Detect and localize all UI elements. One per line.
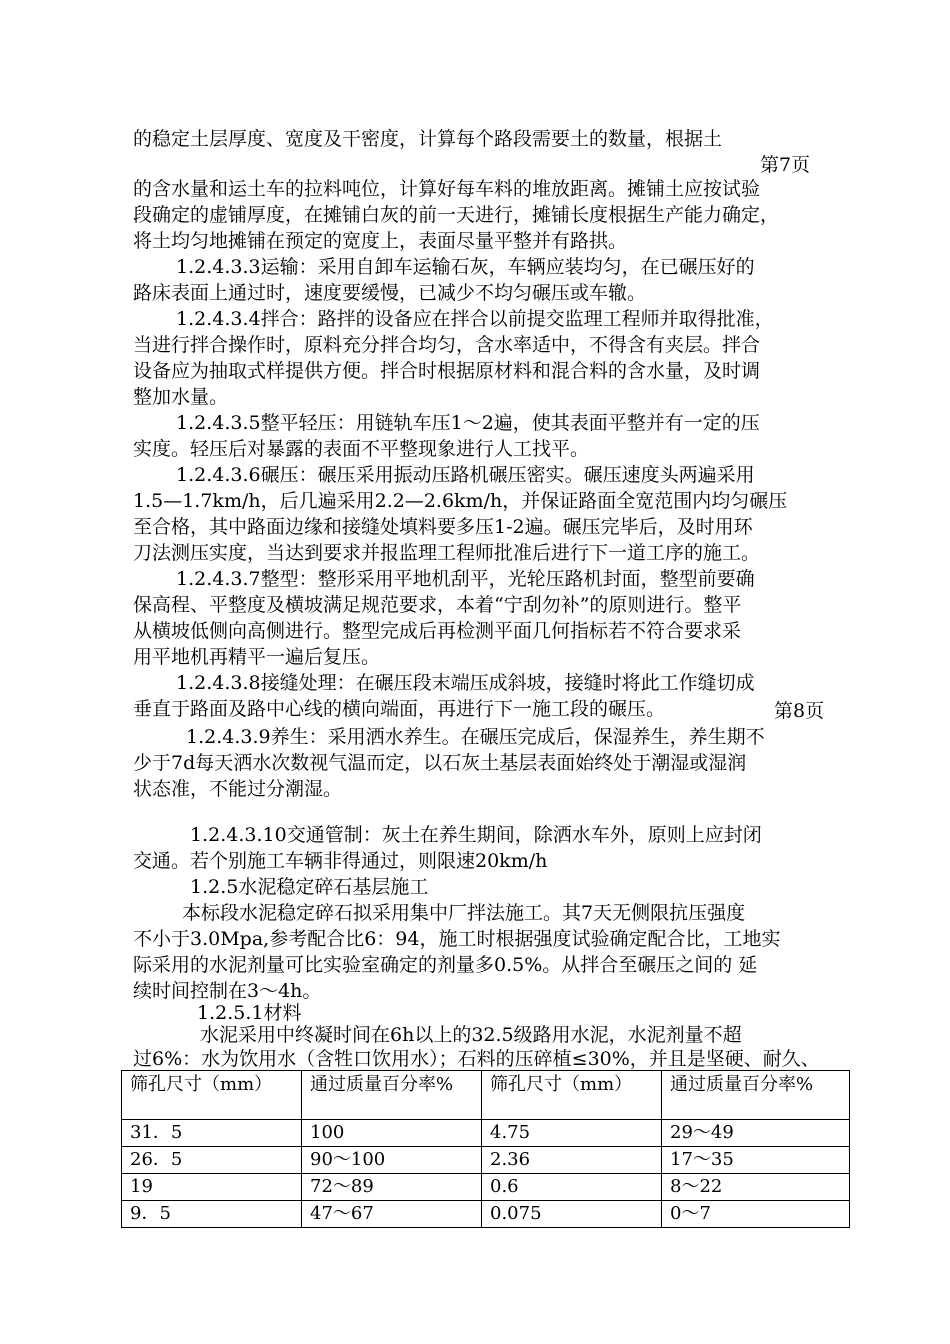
text-line: 垂直于路面及路中心线的横向端面，再进行下一施工段的碾压。 xyxy=(133,698,666,720)
text-line: 不小于3.0Mpa,参考配合比6：94，施工时根据强度试验确定配合比，工地实 xyxy=(133,928,781,950)
table-header-cell: 通过质量百分率% xyxy=(662,1071,850,1120)
text-line: 整加水量。 xyxy=(133,386,229,408)
text-line: 过6%：水为饮用水（含牲口饮用水）；石料的压碎植≤30%，并且是坚硬、耐久、 xyxy=(133,1048,820,1070)
text-line: 少于7d每天洒水次数视气温而定，以石灰土基层表面始终处于潮湿或湿润 xyxy=(133,752,747,774)
table-cell: 0.075 xyxy=(482,1201,662,1228)
text-line: 1.2.4.3.10交通管制：灰土在养生期间，除洒水车外，原则上应封闭 xyxy=(190,824,762,846)
table-cell: 0～7 xyxy=(662,1201,850,1228)
text-line: 从横坡低侧向高侧进行。整型完成后再检测平面几何指标若不符合要求采 xyxy=(133,620,742,642)
text-line: 本标段水泥稳定碎石拟采用集中厂拌法施工。其7天无侧限抗压强度 xyxy=(182,902,746,924)
text-line: 1.2.4.3.8接缝处理：在碾压段末端压成斜坡，接缝时将此工作缝切成 xyxy=(176,672,755,694)
text-line-spacer-3 xyxy=(133,1046,853,1072)
text-line: 1.2.4.3.9养生：采用洒水养生。在碾压完成后，保湿养生，养生期不 xyxy=(186,726,765,748)
text-line: 路床表面上通过时，速度要缓慢，已减少不均匀碾压或车辙。 xyxy=(133,282,647,304)
text-line: 际采用的水泥剂量可比实验室确定的剂量多0.5%。从拌合至碾压之间的 延 xyxy=(133,954,758,976)
table-cell: 8～22 xyxy=(662,1174,850,1201)
table-cell: 90～100 xyxy=(302,1147,482,1174)
text-line: 刀法测压实度，当达到要求并报监理工程师批准后进行下一道工序的施工。 xyxy=(133,542,761,564)
text-line: 段确定的虚铺厚度，在摊铺白灰的前一天进行，摊铺长度根据生产能力确定， xyxy=(133,204,780,226)
text-line: 水泥采用中终凝时间在6h以上的32.5级路用水泥，水泥剂量不超 xyxy=(200,1024,742,1046)
table-cell: 2.36 xyxy=(482,1147,662,1174)
table-header-cell: 筛孔尺寸（mm） xyxy=(122,1071,302,1120)
text-line: 的稳定土层厚度、宽度及干密度，计算每个路段需要土的数量，根据土 xyxy=(133,128,723,150)
table-cell: 26．5 xyxy=(122,1147,302,1174)
table-row xyxy=(122,1174,850,1201)
table-cell: 47～67 xyxy=(302,1201,482,1228)
table-cell: 31．5 xyxy=(122,1120,302,1147)
table-header-row xyxy=(122,1071,850,1120)
table-cell: 72～89 xyxy=(302,1174,482,1201)
gradation-table xyxy=(121,1070,850,1228)
text-line: 设备应为抽取式样提供方便。拌合时根据原材料和混合料的含水量，及时调 xyxy=(133,360,761,382)
table-cell: 9．5 xyxy=(122,1201,302,1228)
text-line: 实度。轻压后对暴露的表面不平整现象进行人工找平。 xyxy=(133,438,590,460)
table-header-cell: 筛孔尺寸（mm） xyxy=(482,1071,662,1120)
text-line: 的含水量和运土车的拉料吨位，计算好每车料的堆放距离。摊铺土应按试验 xyxy=(133,178,761,200)
table-cell: 0.6 xyxy=(482,1174,662,1201)
table-row xyxy=(122,1120,850,1147)
text-line: 1.2.4.3.4拌合：路拌的设备应在拌合以前提交监理工程师并取得批准， xyxy=(176,308,774,330)
table-cell: 100 xyxy=(302,1120,482,1147)
text-line: 续时间控制在3～4h。 xyxy=(133,980,322,1002)
table-header-cell: 通过质量百分率% xyxy=(302,1071,482,1120)
text-line: 状态准，不能过分潮湿。 xyxy=(133,778,343,800)
section-heading: 1.2.5.1材料 xyxy=(197,1002,302,1024)
text-line: 1.2.4.3.3运输：采用自卸车运输石灰，车辆应装均匀，在已碾压好的 xyxy=(176,256,755,278)
text-line: 1.2.4.3.6碾压：碾压采用振动压路机碾压密实。碾压速度头两遍采用 xyxy=(176,464,755,486)
page-marker: 第7页 xyxy=(760,154,811,176)
text-line: 将土均匀地摊铺在预定的宽度上，表面尽量平整并有路拱。 xyxy=(133,230,628,252)
text-line: 1.2.4.3.7整型：整形采用平地机刮平，光轮压路机封面，整型前要确 xyxy=(176,568,755,590)
text-line: 1.5—1.7km/h，后几遍采用2.2—2.6km/h，并保证路面全宽范围内均匀碾压 xyxy=(133,490,788,512)
text-line: 交通。若个别施工车辆非得通过，则限速20km/h xyxy=(133,850,548,872)
table-row xyxy=(122,1201,850,1228)
table-cell: 19 xyxy=(122,1174,302,1201)
text-line: 用平地机再精平一遍后复压。 xyxy=(133,646,381,668)
table-cell: 4.75 xyxy=(482,1120,662,1147)
text-line: 1.2.4.3.5整平轻压：用链轨车压1～2遍，使其表面平整并有一定的压 xyxy=(176,412,760,434)
table-cell: 17～35 xyxy=(662,1147,850,1174)
table-cell: 29～49 xyxy=(662,1120,850,1147)
table-row xyxy=(122,1147,850,1174)
text-line: 保高程、平整度及横坡满足规范要求，本着“宁刮勿补”的原则进行。整平 xyxy=(133,594,742,616)
section-heading: 1.2.5水泥稳定碎石基层施工 xyxy=(190,876,429,898)
text-line: 至合格，其中路面边缘和接缝处填料要多压1-2遍。碾压完毕后，及时用环 xyxy=(133,516,753,538)
text-line: 当进行拌合操作时，原料充分拌合均匀，含水率适中，不得含有夹层。拌合 xyxy=(133,334,761,356)
page-marker: 第8页 xyxy=(774,700,825,722)
